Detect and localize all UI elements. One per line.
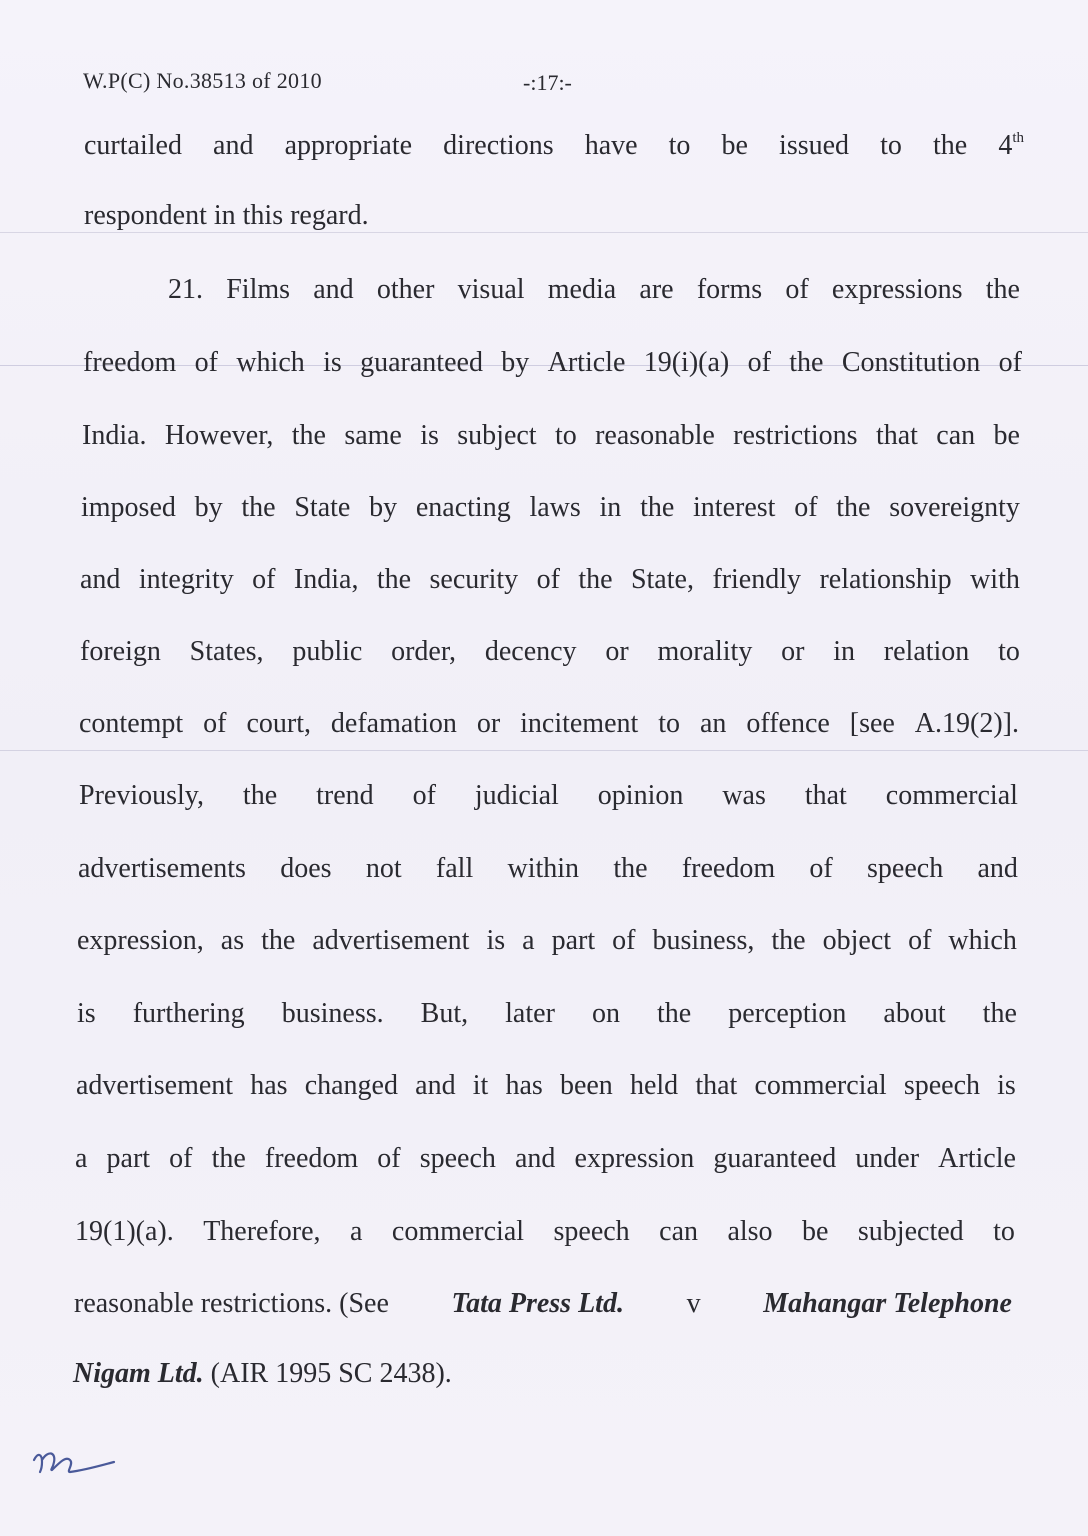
- word: as: [220, 925, 245, 956]
- word: speech: [419, 1143, 496, 1174]
- word: in: [833, 636, 855, 667]
- word: in: [599, 492, 622, 523]
- word: has: [250, 1070, 288, 1101]
- word: the: [578, 564, 613, 595]
- word: the: [771, 925, 806, 956]
- word: an: [699, 708, 727, 739]
- case-name-nigam-ltd: Nigam Ltd.: [73, 1358, 204, 1389]
- word: be: [721, 130, 748, 161]
- word: later: [505, 998, 555, 1029]
- word: the: [613, 853, 648, 884]
- word: by: [194, 492, 223, 523]
- word: interest: [693, 492, 776, 523]
- word: of: [169, 1143, 193, 1174]
- word: speech: [903, 1070, 980, 1101]
- word: and: [213, 130, 254, 161]
- word: are: [639, 274, 674, 305]
- word: and: [313, 274, 354, 305]
- word: expression: [574, 1143, 695, 1174]
- word: advertisement: [76, 1070, 234, 1101]
- word: commercial: [754, 1070, 887, 1101]
- word: that: [875, 420, 918, 451]
- word: of: [908, 925, 932, 956]
- page-header: [83, 64, 1023, 98]
- text-line: [82, 416, 1020, 456]
- word: 19(i)(a): [643, 347, 730, 378]
- word: to: [993, 1216, 1015, 1247]
- word: enacting: [415, 492, 511, 523]
- word: State,: [630, 564, 694, 595]
- word: the: [211, 1143, 246, 1174]
- text-line: [77, 994, 1017, 1034]
- word: opinion: [597, 780, 684, 811]
- word: order,: [391, 636, 457, 667]
- citation-prefix: reasonable restrictions. (See: [74, 1288, 389, 1319]
- word: imposed: [81, 492, 176, 523]
- word: to: [658, 708, 681, 739]
- word: which: [948, 925, 1017, 956]
- word: integrity: [138, 564, 234, 595]
- word: business.: [281, 998, 384, 1029]
- word: States,: [189, 636, 264, 667]
- word: forms: [696, 274, 763, 305]
- word: been: [559, 1070, 613, 1101]
- word: [see: [849, 708, 895, 739]
- word: with: [970, 564, 1020, 595]
- word: the: [291, 420, 326, 451]
- text-line: [83, 343, 1022, 383]
- word: business,: [652, 925, 755, 956]
- word: it: [472, 1070, 489, 1101]
- word: However,: [164, 420, 274, 451]
- text-line: [168, 270, 1020, 310]
- word: about: [883, 998, 946, 1029]
- superscript: th: [1012, 130, 1024, 146]
- word: changed: [304, 1070, 398, 1101]
- word: advertisement: [312, 925, 470, 956]
- word: public: [292, 636, 363, 667]
- word: court,: [246, 708, 311, 739]
- word: commercial: [885, 780, 1018, 811]
- word: foreign: [80, 636, 161, 667]
- text-line: [75, 1212, 1015, 1252]
- text-line: [80, 632, 1020, 672]
- word: State: [294, 492, 351, 523]
- word: trend: [316, 780, 374, 811]
- word: is: [486, 925, 506, 956]
- word: part: [551, 925, 596, 956]
- word: to: [668, 130, 691, 161]
- word: expressions: [831, 274, 963, 305]
- word: visual: [457, 274, 525, 305]
- citation-reference: (AIR 1995 SC 2438).: [203, 1358, 452, 1389]
- word: of: [536, 564, 560, 595]
- word: and: [80, 564, 121, 595]
- word: the: [982, 998, 1017, 1029]
- word: offence: [746, 708, 830, 739]
- text-line: [79, 704, 1019, 744]
- word: 4th: [998, 130, 1024, 161]
- word: restrictions: [733, 420, 858, 451]
- word: within: [507, 853, 580, 884]
- word: is: [323, 347, 342, 378]
- case-name-tata-press: Tata Press Ltd.: [451, 1288, 624, 1319]
- word: of: [194, 347, 218, 378]
- word: appropriate: [284, 130, 413, 161]
- word: is: [997, 1070, 1016, 1101]
- word: that: [695, 1070, 738, 1101]
- word: part: [106, 1143, 151, 1174]
- word: be: [993, 420, 1020, 451]
- text-line: [79, 776, 1018, 816]
- word: on: [591, 998, 620, 1029]
- word: same: [344, 420, 402, 451]
- word: also: [727, 1216, 773, 1247]
- page-number: -:17:-: [523, 70, 572, 95]
- word: defamation: [330, 708, 457, 739]
- word: Constitution: [841, 347, 981, 378]
- word: sovereignty: [889, 492, 1020, 523]
- word: and: [415, 1070, 456, 1101]
- word: by: [501, 347, 530, 378]
- word: the: [242, 780, 278, 811]
- text-line: [84, 126, 1024, 166]
- word: A.19(2)].: [914, 708, 1019, 739]
- word: of: [612, 925, 636, 956]
- word: under: [855, 1143, 920, 1174]
- word: a: [350, 1216, 363, 1247]
- word: the: [376, 564, 412, 595]
- word: subject: [457, 420, 537, 451]
- word: security: [429, 564, 519, 595]
- word: furthering: [132, 998, 245, 1029]
- word: a: [522, 925, 535, 956]
- case-name-mahangar-telephone: Mahangar Telephone: [763, 1288, 1012, 1319]
- word: 21.: [168, 274, 203, 305]
- word: 19(1)(a).: [75, 1216, 174, 1247]
- text-line: [78, 849, 1018, 889]
- word: of: [252, 564, 276, 595]
- word: friendly: [712, 564, 802, 595]
- word: is: [77, 998, 96, 1029]
- word: to: [880, 130, 902, 161]
- word: India,: [293, 564, 359, 595]
- handwritten-initials: [30, 1440, 140, 1490]
- word: Previously,: [79, 780, 204, 811]
- word: the: [933, 130, 968, 161]
- word: commercial: [391, 1216, 525, 1247]
- scan-artifact-line: [0, 750, 1088, 751]
- word: decency: [484, 636, 577, 667]
- word: to: [998, 636, 1020, 667]
- word: India.: [82, 420, 147, 451]
- word: the: [985, 274, 1020, 305]
- word: guaranteed: [713, 1143, 837, 1174]
- word: and: [514, 1143, 556, 1174]
- word: fall: [435, 853, 474, 884]
- text-line: [75, 1139, 1016, 1179]
- word: contempt: [79, 708, 184, 739]
- word: perception: [728, 998, 847, 1029]
- word: has: [505, 1070, 543, 1101]
- word: of: [203, 708, 227, 739]
- word: and: [977, 853, 1018, 884]
- word: of: [412, 780, 436, 811]
- word: advertisements: [78, 853, 246, 884]
- word: directions: [443, 130, 554, 161]
- word: freedom: [264, 1143, 359, 1174]
- word: or: [781, 636, 805, 667]
- word: or: [605, 636, 629, 667]
- word: Article: [547, 347, 626, 378]
- word: have: [584, 130, 638, 161]
- word: the: [261, 925, 296, 956]
- word: of: [794, 492, 818, 523]
- citation-line-end: [73, 1354, 452, 1394]
- text-line: [77, 921, 1017, 961]
- word: does: [280, 853, 332, 884]
- word: subjected: [857, 1216, 964, 1247]
- word: is: [420, 420, 439, 451]
- word: Therefore,: [203, 1216, 321, 1247]
- word: the: [656, 998, 692, 1029]
- word: the: [836, 492, 871, 523]
- word: or: [476, 708, 501, 739]
- word: the: [789, 347, 824, 378]
- word: can: [936, 420, 976, 451]
- word: relation: [883, 636, 970, 667]
- word: But,: [420, 998, 469, 1029]
- word: to: [554, 420, 577, 451]
- word: curtailed: [84, 130, 182, 161]
- word: not: [365, 853, 402, 884]
- word: Films: [226, 274, 291, 305]
- word: issued: [779, 130, 850, 161]
- word: judicial: [474, 780, 559, 811]
- word: of: [785, 274, 809, 305]
- word: which: [236, 347, 305, 378]
- word: that: [804, 780, 847, 811]
- word: the: [241, 492, 276, 523]
- versus-text: v: [686, 1288, 701, 1319]
- word: morality: [657, 636, 753, 667]
- word: of: [998, 347, 1022, 378]
- word: laws: [529, 492, 581, 523]
- word: guaranteed: [360, 347, 483, 378]
- word: be: [802, 1216, 829, 1247]
- word: object: [822, 925, 892, 956]
- word: relationship: [819, 564, 952, 595]
- word: speech: [867, 853, 944, 884]
- word: was: [722, 780, 766, 811]
- word: the: [640, 492, 675, 523]
- word: freedom: [83, 347, 177, 378]
- word: reasonable: [595, 420, 715, 451]
- word: by: [369, 492, 398, 523]
- word: of: [747, 347, 771, 378]
- word: held: [629, 1070, 679, 1101]
- citation-line: [74, 1284, 1012, 1324]
- word: can: [659, 1216, 698, 1247]
- text-line: respondent in this regard.: [84, 200, 369, 231]
- text-line: [76, 1066, 1016, 1106]
- word: expression,: [77, 925, 204, 956]
- case-number: W.P(C) No.38513 of 2010: [83, 68, 322, 93]
- word: of: [809, 853, 833, 884]
- word: incitement: [520, 708, 639, 739]
- word: freedom: [681, 853, 776, 884]
- word: media: [547, 274, 617, 305]
- word: other: [376, 274, 435, 305]
- word: speech: [553, 1216, 630, 1247]
- text-line: [80, 560, 1020, 600]
- text-line: [81, 488, 1020, 528]
- word: a: [75, 1143, 88, 1174]
- word: of: [377, 1143, 401, 1174]
- word: Article: [938, 1143, 1016, 1174]
